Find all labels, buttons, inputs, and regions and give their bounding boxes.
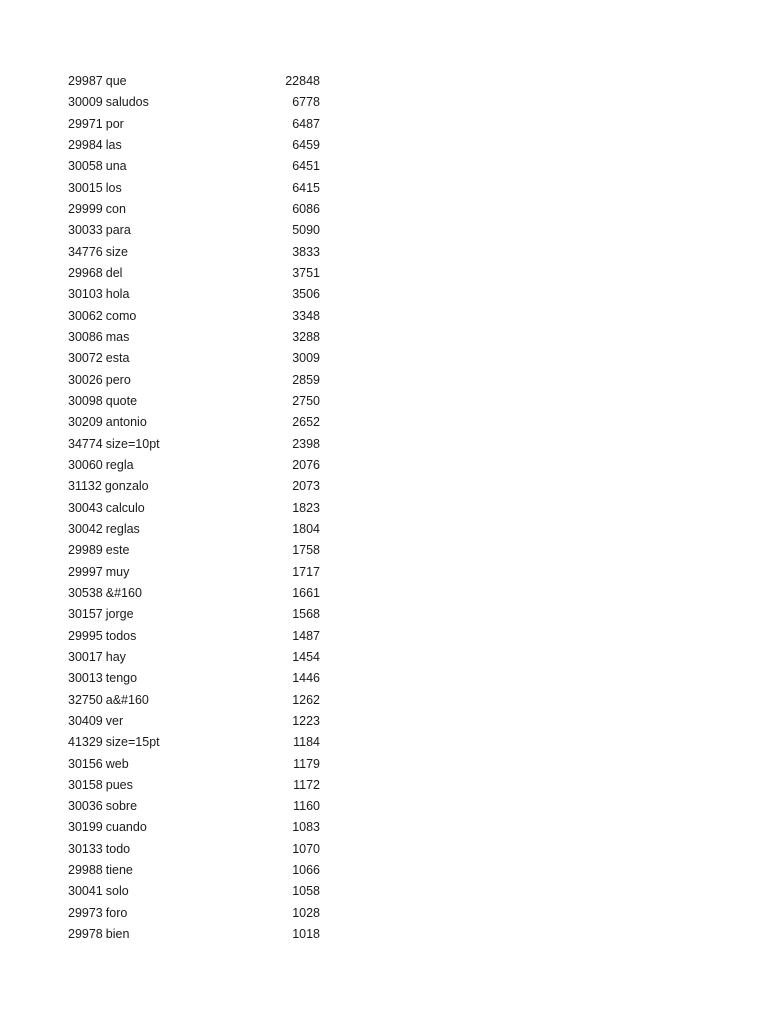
row-id: 29989	[68, 543, 103, 558]
row-count: 6778	[292, 95, 320, 110]
row-id: 29971	[68, 116, 103, 131]
row-label	[68, 306, 136, 327]
row-word: ver	[105, 713, 124, 728]
row-id: 30158	[68, 777, 103, 792]
row-word: tengo	[105, 671, 138, 686]
row-count: 1058	[292, 884, 320, 899]
row-id: 30017	[68, 649, 103, 664]
row-count: 6086	[292, 201, 320, 216]
row-id: 29984	[68, 137, 103, 152]
table-row	[68, 924, 320, 945]
row-word: muy	[105, 564, 130, 579]
row-count: 1179	[293, 756, 320, 771]
table-row	[68, 626, 320, 647]
row-id: 30042	[68, 521, 103, 536]
row-count: 6459	[292, 137, 320, 152]
row-label	[68, 668, 137, 689]
table-row	[68, 604, 320, 625]
table-row	[68, 284, 320, 305]
table-row	[68, 455, 320, 476]
row-label	[68, 732, 160, 753]
table-row	[68, 540, 320, 561]
row-label	[68, 839, 130, 860]
table-row	[68, 178, 320, 199]
row-id: 30009	[68, 95, 103, 110]
row-word: size=10pt	[105, 436, 160, 451]
row-label	[68, 711, 123, 732]
row-word: quote	[105, 393, 138, 408]
table-row	[68, 114, 320, 135]
row-word: este	[105, 543, 130, 558]
row-count: 1018	[292, 927, 320, 942]
row-label	[68, 135, 122, 156]
table-row	[68, 412, 320, 433]
row-id: 30156	[68, 756, 103, 771]
table-row	[68, 156, 320, 177]
table-row	[68, 647, 320, 668]
row-word: bien	[105, 927, 130, 942]
table-row	[68, 881, 320, 902]
row-word: todos	[105, 628, 137, 643]
row-count: 1446	[292, 671, 320, 686]
row-word: size	[105, 244, 128, 259]
row-count: 2652	[292, 415, 320, 430]
row-label	[68, 860, 133, 881]
row-count: 22848	[285, 74, 320, 88]
row-label	[68, 519, 140, 540]
row-label	[68, 903, 127, 924]
table-row	[68, 562, 320, 583]
row-id: 30041	[68, 884, 103, 899]
row-count: 3348	[292, 308, 320, 323]
row-id: 30199	[68, 820, 103, 835]
row-word: saludos	[105, 95, 149, 110]
table-row	[68, 71, 320, 92]
row-count: 1160	[293, 799, 320, 814]
row-word: gonzalo	[104, 479, 149, 494]
table-row	[68, 732, 320, 753]
row-id: 29988	[68, 863, 103, 878]
row-label	[68, 754, 129, 775]
row-count: 2398	[292, 436, 320, 451]
row-id: 30013	[68, 671, 103, 686]
row-count: 3009	[292, 351, 320, 366]
row-id: 30015	[68, 180, 103, 195]
table-row	[68, 434, 320, 455]
row-count: 1028	[292, 905, 320, 920]
row-label	[68, 626, 136, 647]
table-row	[68, 690, 320, 711]
row-word: del	[105, 265, 123, 280]
table-row	[68, 796, 320, 817]
table-row	[68, 839, 320, 860]
row-word: una	[105, 159, 127, 174]
row-count: 1568	[292, 607, 320, 622]
row-label	[68, 434, 160, 455]
row-label	[68, 263, 122, 284]
row-id: 30026	[68, 372, 103, 387]
row-count: 2859	[292, 372, 320, 387]
word-frequency-table	[68, 71, 320, 945]
row-count: 6451	[292, 159, 320, 174]
row-id: 30157	[68, 607, 103, 622]
row-word: las	[105, 137, 122, 152]
table-row	[68, 135, 320, 156]
row-word: esta	[105, 351, 130, 366]
row-label	[68, 796, 137, 817]
row-count: 1184	[293, 735, 320, 750]
row-count: 1262	[292, 692, 320, 707]
table-row	[68, 242, 320, 263]
row-word: pero	[105, 372, 131, 387]
row-id: 30409	[68, 713, 103, 728]
table-row	[68, 817, 320, 838]
row-word: antonio	[105, 415, 147, 430]
table-row	[68, 498, 320, 519]
row-word: calculo	[105, 500, 145, 515]
row-label	[68, 412, 147, 433]
row-count: 3751	[292, 265, 320, 280]
row-label	[68, 455, 134, 476]
row-id: 30086	[68, 329, 103, 344]
row-word: &#160	[105, 585, 142, 600]
row-word: regla	[105, 457, 134, 472]
row-label	[68, 199, 126, 220]
row-label	[68, 540, 129, 561]
row-count: 1758	[292, 543, 320, 558]
row-id: 29968	[68, 265, 103, 280]
row-count: 1083	[292, 820, 320, 835]
row-count: 6415	[292, 180, 320, 195]
row-word: que	[105, 74, 127, 88]
row-id: 30033	[68, 223, 103, 238]
row-label	[68, 647, 126, 668]
row-count: 1070	[292, 841, 320, 856]
table-row	[68, 220, 320, 241]
row-word: los	[105, 180, 122, 195]
row-count: 5090	[292, 223, 320, 238]
row-word: a&#160	[105, 692, 149, 707]
row-word: como	[105, 308, 137, 323]
row-label	[68, 284, 129, 305]
table-row	[68, 348, 320, 369]
row-id: 30133	[68, 841, 103, 856]
row-id: 30060	[68, 457, 103, 472]
table-row	[68, 327, 320, 348]
row-count: 2073	[292, 479, 320, 494]
row-word: solo	[105, 884, 129, 899]
row-word: hola	[105, 287, 130, 302]
row-count: 1717	[292, 564, 320, 579]
row-label	[68, 71, 127, 92]
row-label	[68, 242, 128, 263]
row-count: 1661	[292, 585, 320, 600]
row-count: 1487	[292, 628, 320, 643]
row-id: 30072	[68, 351, 103, 366]
row-id: 30209	[68, 415, 103, 430]
row-id: 32750	[68, 692, 103, 707]
row-label	[68, 583, 142, 604]
row-id: 30538	[68, 585, 103, 600]
row-word: sobre	[105, 799, 138, 814]
row-label	[68, 327, 129, 348]
row-count: 3506	[292, 287, 320, 302]
row-count: 1823	[292, 500, 320, 515]
row-count: 6487	[292, 116, 320, 131]
table-row	[68, 92, 320, 113]
row-label	[68, 817, 147, 838]
row-count: 2076	[292, 457, 320, 472]
row-id: 29999	[68, 201, 103, 216]
row-id: 30036	[68, 799, 103, 814]
row-id: 29995	[68, 628, 103, 643]
row-label	[68, 476, 149, 497]
table-row	[68, 199, 320, 220]
row-count: 3833	[292, 244, 320, 259]
row-label	[68, 604, 134, 625]
table-row	[68, 860, 320, 881]
table-row	[68, 263, 320, 284]
row-word: con	[105, 201, 126, 216]
row-id: 30043	[68, 500, 103, 515]
row-word: hay	[105, 649, 126, 664]
table-row	[68, 476, 320, 497]
row-label	[68, 178, 122, 199]
row-label	[68, 156, 127, 177]
row-label	[68, 220, 131, 241]
row-label	[68, 348, 129, 369]
row-word: por	[105, 116, 124, 131]
row-label	[68, 690, 149, 711]
table-row	[68, 775, 320, 796]
row-label	[68, 924, 129, 945]
row-id: 30058	[68, 159, 103, 174]
row-word: pues	[105, 777, 133, 792]
row-word: web	[105, 756, 129, 771]
row-count: 1454	[292, 649, 320, 664]
row-id: 29987	[68, 74, 103, 88]
row-label	[68, 562, 129, 583]
table-row	[68, 583, 320, 604]
row-id: 29997	[68, 564, 103, 579]
row-id: 29973	[68, 905, 103, 920]
row-word: mas	[105, 329, 130, 344]
row-label	[68, 498, 145, 519]
row-label	[68, 881, 129, 902]
row-count: 3288	[292, 329, 320, 344]
row-count: 2750	[292, 393, 320, 408]
row-id: 30098	[68, 393, 103, 408]
row-label	[68, 92, 149, 113]
row-word: reglas	[105, 521, 140, 536]
row-word: para	[105, 223, 131, 238]
table-row	[68, 711, 320, 732]
row-count: 1804	[292, 521, 320, 536]
table-row	[68, 306, 320, 327]
row-word: tiene	[105, 863, 133, 878]
row-id: 34776	[68, 244, 103, 259]
row-label	[68, 370, 131, 391]
row-word: size=15pt	[105, 735, 160, 750]
row-id: 41329	[68, 735, 103, 750]
row-label	[68, 391, 137, 412]
row-id: 30062	[68, 308, 103, 323]
table-row	[68, 519, 320, 540]
row-count: 1223	[292, 713, 320, 728]
row-count: 1172	[293, 777, 320, 792]
row-label	[68, 114, 124, 135]
row-word: cuando	[105, 820, 147, 835]
row-word: foro	[105, 905, 128, 920]
row-id: 31132	[68, 479, 102, 494]
table-row	[68, 668, 320, 689]
row-id: 29978	[68, 927, 103, 942]
row-id: 34774	[68, 436, 103, 451]
row-word: todo	[105, 841, 131, 856]
table-row	[68, 370, 320, 391]
row-label	[68, 775, 133, 796]
table-row	[68, 903, 320, 924]
table-row	[68, 391, 320, 412]
row-count: 1066	[292, 863, 320, 878]
table-row	[68, 754, 320, 775]
row-id: 30103	[68, 287, 103, 302]
row-word: jorge	[105, 607, 134, 622]
